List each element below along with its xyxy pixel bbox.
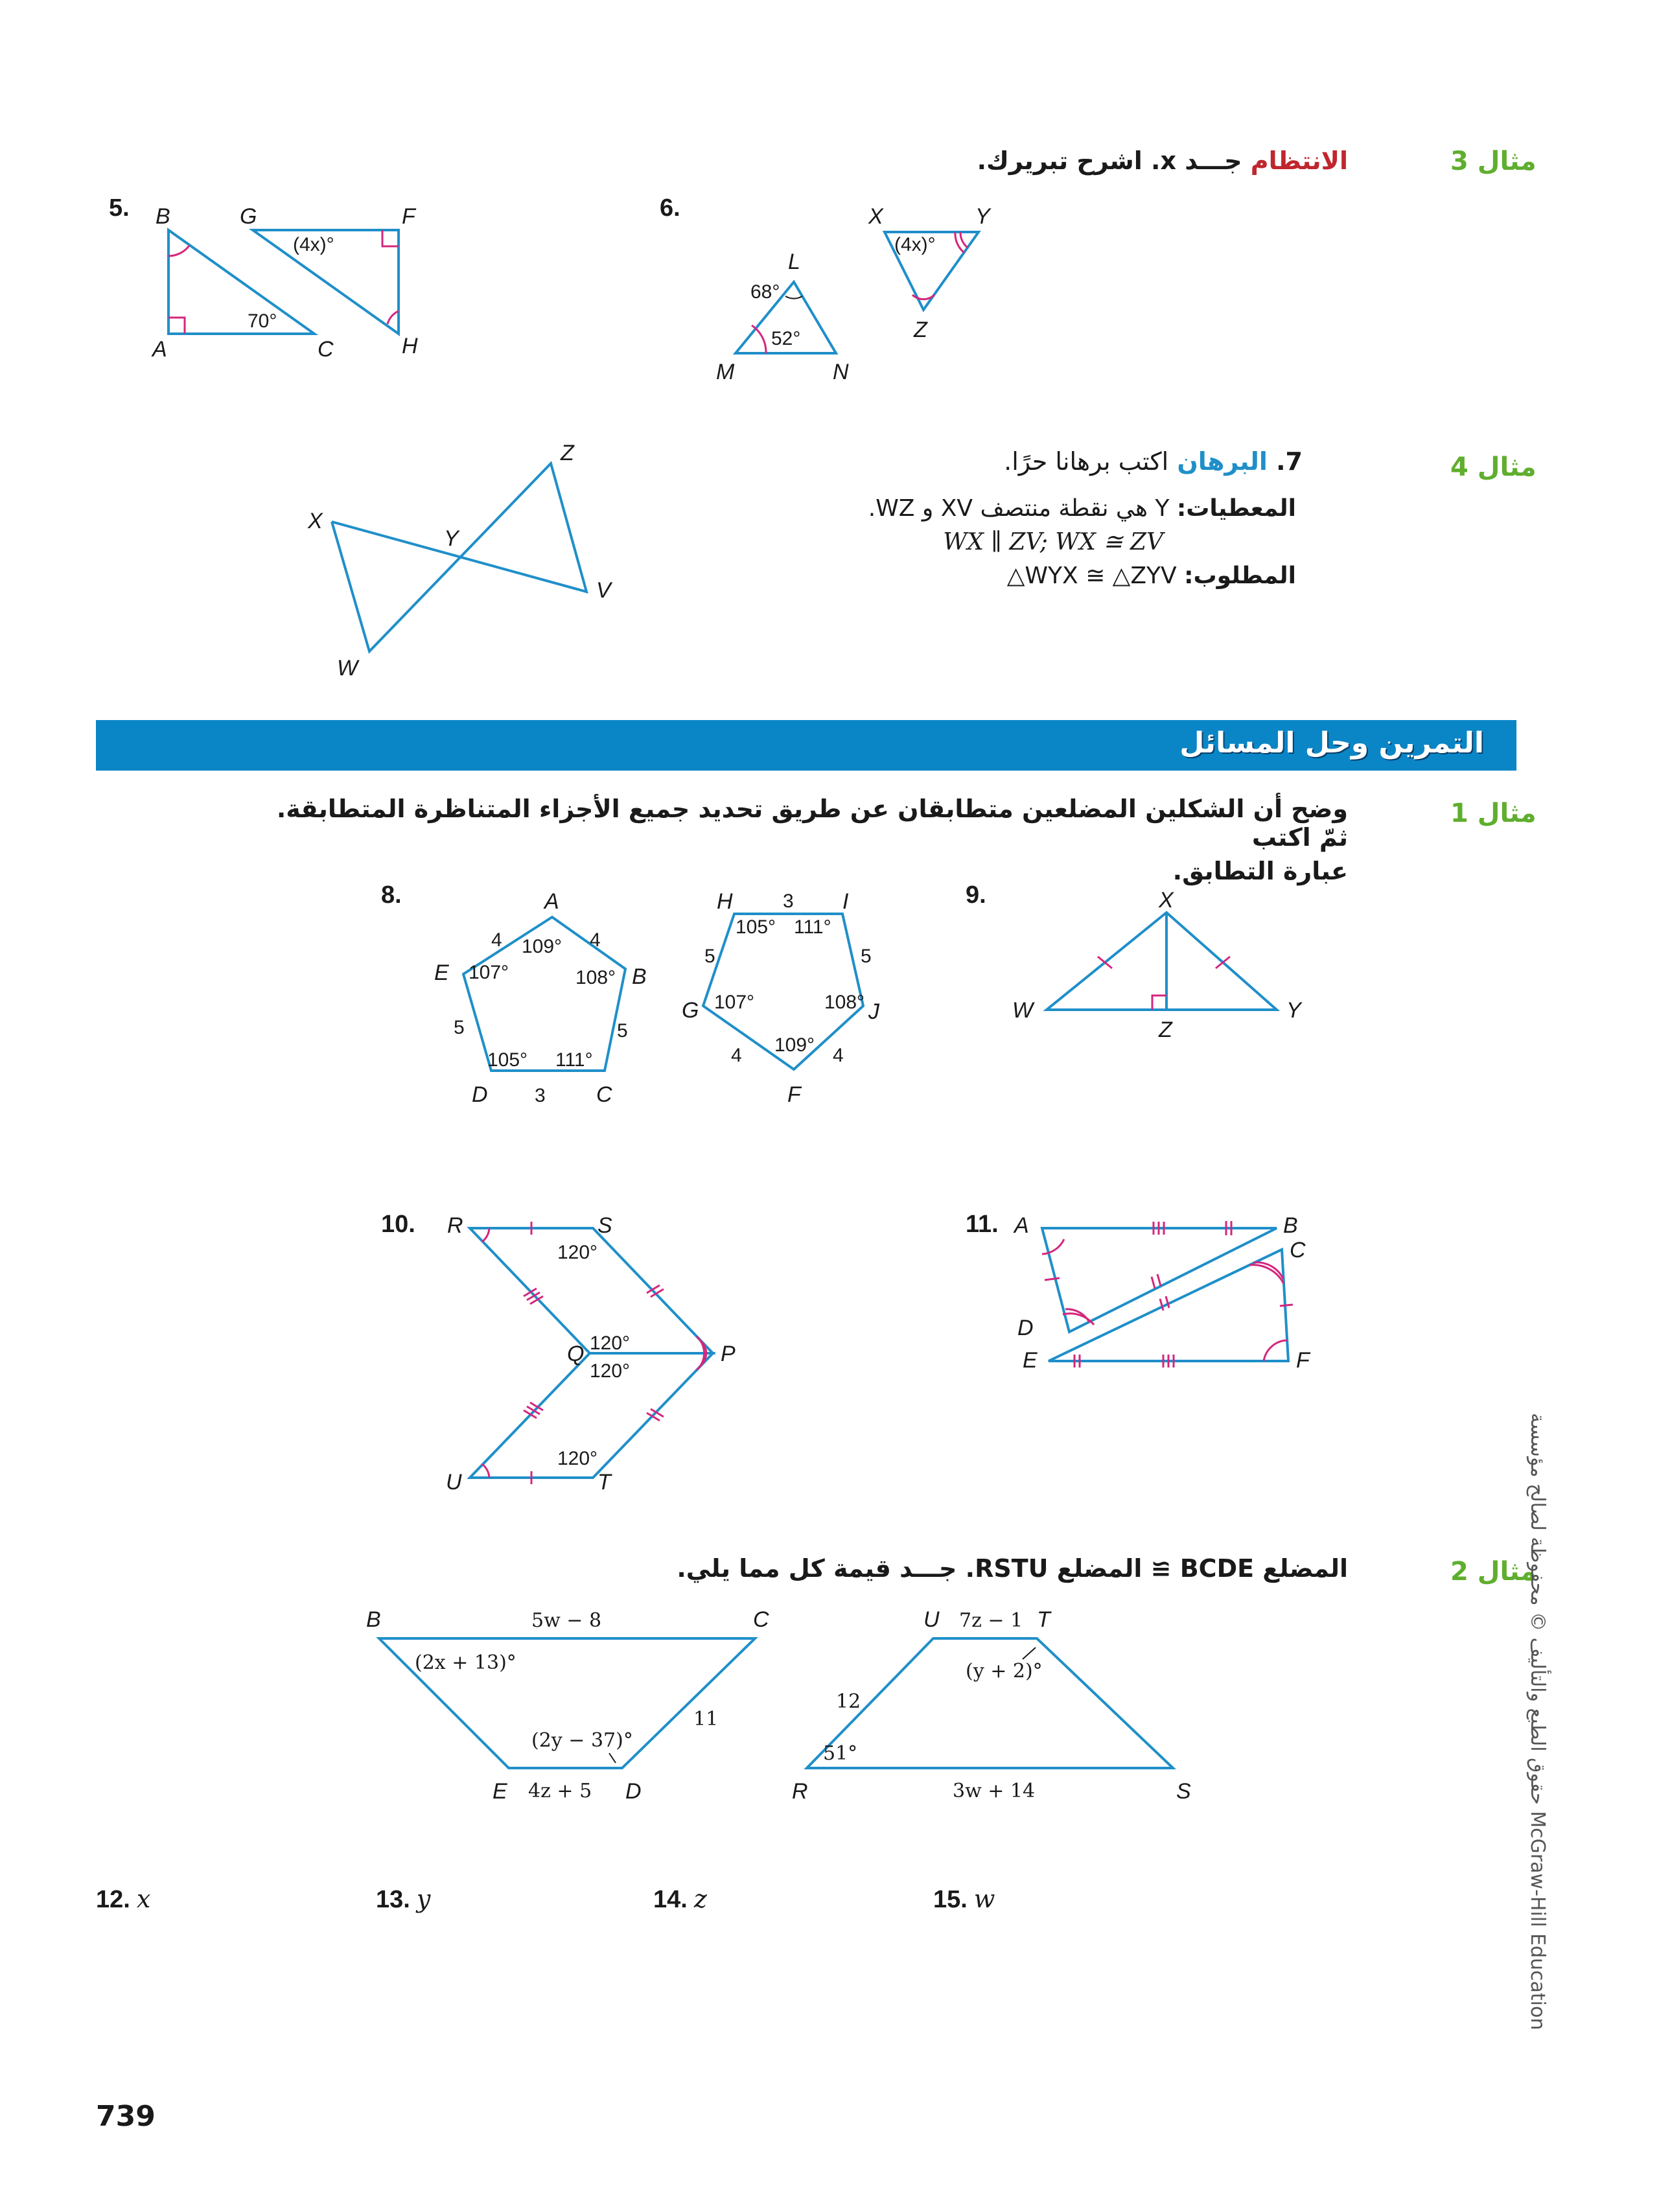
label-z: Z xyxy=(1159,1018,1172,1042)
label-e: E xyxy=(493,1779,507,1804)
side-dc: 3 xyxy=(535,1085,546,1106)
label-d: D xyxy=(472,1082,488,1107)
label-x: X xyxy=(308,509,323,533)
side-gh: 5 xyxy=(704,946,715,967)
label-b: B xyxy=(632,964,647,989)
example-3-tag: مثال 3 xyxy=(1450,146,1537,176)
label-y: Y xyxy=(444,526,459,551)
angle-g: 107° xyxy=(714,992,755,1013)
side-ab: 4 xyxy=(590,929,601,951)
angle-b: 108° xyxy=(575,967,616,988)
problem-9-figure xyxy=(992,881,1354,1050)
angle-j: 108° xyxy=(824,992,865,1013)
side-bc: 5 xyxy=(617,1020,628,1042)
label-e: E xyxy=(1023,1348,1038,1373)
label-s: S xyxy=(597,1213,612,1238)
label-r: R xyxy=(792,1779,808,1804)
angle-4x-label: (4x)° xyxy=(894,234,936,255)
question-13-variable: y xyxy=(416,1885,431,1913)
label-b: B xyxy=(156,204,170,229)
example-4-tag: مثال 4 xyxy=(1450,452,1537,482)
side-jf: 4 xyxy=(833,1045,844,1066)
regularity-keyword: الانتظام xyxy=(1250,146,1348,175)
label-h: H xyxy=(717,889,733,914)
label-l: L xyxy=(788,250,800,274)
label-t: T xyxy=(1037,1607,1050,1632)
problem-5-figure xyxy=(143,194,454,376)
label-g: G xyxy=(682,998,699,1023)
problem-11-figure xyxy=(1004,1205,1367,1400)
angle-c: 111° xyxy=(555,1049,593,1071)
angle-t: (y + 2)° xyxy=(966,1660,1043,1682)
side-ur: 12 xyxy=(836,1690,861,1713)
label-c: C xyxy=(753,1607,769,1632)
angle-70-label: 70° xyxy=(248,310,277,332)
question-14: 14. z xyxy=(653,1885,707,1913)
side-rs: 3w + 14 xyxy=(953,1780,1036,1802)
label-p: P xyxy=(721,1342,736,1366)
given-label: المعطيات: xyxy=(1176,495,1296,522)
angle-r: 51° xyxy=(823,1742,858,1765)
label-y: Y xyxy=(1286,998,1301,1023)
angle-b: (2x + 13)° xyxy=(415,1651,516,1674)
example-3-instruction xyxy=(977,146,1348,175)
example-1-tag: مثال 1 xyxy=(1450,798,1537,828)
label-u: U xyxy=(923,1607,940,1632)
page-number: 739 xyxy=(96,2100,156,2133)
angle-d: 105° xyxy=(487,1049,528,1071)
quadrilateral-bcde-figure xyxy=(350,1601,791,1815)
side-ut: 7z − 1 xyxy=(959,1609,1023,1632)
copyright-text: حقوق الطبع والتأليف © محفوظة لصالح مؤسسة McGraw-Hill Education xyxy=(1526,1413,1549,2031)
angle-e: 107° xyxy=(469,962,509,983)
label-g: G xyxy=(240,204,257,229)
label-y: Y xyxy=(975,204,990,229)
label-r: R xyxy=(447,1213,463,1238)
angle-52-label: 52° xyxy=(771,328,801,349)
question-15: 15. w xyxy=(933,1885,995,1913)
label-a: A xyxy=(152,337,167,362)
proof-keyword: البرهان xyxy=(1177,447,1268,476)
problem-7-figure xyxy=(292,434,642,681)
problem-8-figure xyxy=(415,881,946,1115)
label-c: C xyxy=(318,337,334,362)
example-1-instruction xyxy=(246,795,1348,885)
label-b: B xyxy=(1283,1213,1298,1238)
label-x: X xyxy=(868,204,883,229)
angle-q-top: 120° xyxy=(590,1333,631,1354)
label-d: D xyxy=(625,1779,642,1804)
question-12-variable: x xyxy=(136,1885,151,1913)
section-title: التمرين وحل المسائل xyxy=(1179,727,1484,760)
angle-i: 111° xyxy=(794,916,831,938)
label-z: Z xyxy=(914,318,927,342)
question-15-variable: w xyxy=(973,1885,995,1913)
label-f: F xyxy=(402,204,415,229)
label-c: C xyxy=(596,1082,612,1107)
angle-a: 109° xyxy=(522,936,563,957)
label-i: I xyxy=(842,889,849,914)
problem-10-figure xyxy=(434,1205,771,1491)
problem-6-number: 6. xyxy=(660,194,680,222)
label-m: M xyxy=(716,360,735,384)
angle-d: (2y − 37)° xyxy=(531,1729,633,1752)
prove-label: المطلوب: xyxy=(1184,563,1296,589)
example-2-tag: مثال 2 xyxy=(1450,1557,1537,1587)
angle-t: 120° xyxy=(557,1448,598,1469)
label-x: X xyxy=(1159,888,1174,913)
prove-text: △WYX ≅ △ZYV xyxy=(1006,563,1177,589)
given-text-1: Y هي نقطة منتصف XV و WZ. xyxy=(868,495,1170,522)
side-ea: 4 xyxy=(491,929,502,951)
label-z: Z xyxy=(561,441,574,465)
label-q: Q xyxy=(567,1342,585,1366)
example-1-text-line-1: وضح أن الشكلين المضلعين متطابقان عن طريق تحديد جميع الأجزاء المتناظرة المتطابقة. ثمّ اكتب xyxy=(276,795,1348,852)
given-line-1 xyxy=(868,495,1296,522)
problem-5-number: 5. xyxy=(109,194,130,222)
given-text-2: WX ∥ ZV; WX ≅ ZV xyxy=(943,529,1163,555)
label-a: A xyxy=(544,889,559,914)
angle-h: 105° xyxy=(736,916,776,938)
question-13: 13. y xyxy=(376,1885,431,1913)
side-bc: 5w − 8 xyxy=(531,1609,602,1632)
example-1-text-line-2: عبارة التطابق. xyxy=(1172,857,1348,885)
label-j: J xyxy=(868,999,879,1024)
angle-4x-label: (4x)° xyxy=(293,234,334,255)
label-e: E xyxy=(434,960,449,985)
question-12: 12. x xyxy=(96,1885,151,1913)
label-n: N xyxy=(833,360,849,384)
side-ij: 5 xyxy=(861,946,872,967)
label-c: C xyxy=(1290,1238,1306,1263)
label-h: H xyxy=(402,334,418,358)
label-f: F xyxy=(787,1082,801,1107)
side-ed: 5 xyxy=(454,1017,465,1038)
problem-10-number: 10. xyxy=(381,1211,415,1238)
problem-11-number: 11. xyxy=(966,1211,999,1238)
copyright-sidebar xyxy=(1526,1413,1572,2074)
example-2-instruction: المضلع BCDE ≅ المضلع RSTU. جـــد قيمة كل مما يلي. xyxy=(677,1554,1348,1583)
label-v: V xyxy=(596,578,611,603)
label-a: A xyxy=(1014,1213,1029,1238)
side-cd: 11 xyxy=(693,1708,719,1730)
side-hi: 3 xyxy=(783,891,794,912)
label-f: F xyxy=(1296,1348,1310,1373)
given-line-2 xyxy=(943,529,1163,555)
label-u: U xyxy=(446,1470,462,1491)
section-header-band xyxy=(96,720,1516,771)
label-w: W xyxy=(337,656,358,681)
example-4-text: اكتب برهانا حرًا. xyxy=(1004,447,1169,476)
question-14-variable: z xyxy=(693,1885,707,1913)
example-3-text: جـــد x. اشرح تبريرك. xyxy=(977,146,1242,175)
problem-7-number: 7. xyxy=(1276,447,1303,476)
label-b: B xyxy=(366,1607,381,1632)
label-w: W xyxy=(1012,998,1034,1023)
angle-q-bottom: 120° xyxy=(590,1360,631,1382)
quadrilateral-rstu-figure xyxy=(778,1601,1244,1815)
example-4-instruction xyxy=(1004,447,1303,476)
problem-9-number: 9. xyxy=(966,881,986,909)
label-t: T xyxy=(597,1470,611,1491)
angle-68-label: 68° xyxy=(750,281,780,303)
side-gf: 4 xyxy=(731,1045,742,1066)
label-d: D xyxy=(1017,1316,1034,1340)
prove-line xyxy=(1007,563,1296,589)
problem-8-number: 8. xyxy=(381,881,402,909)
angle-f: 109° xyxy=(774,1034,815,1056)
label-s: S xyxy=(1176,1779,1191,1804)
problem-6-figure xyxy=(706,194,1017,395)
side-ed: 4z + 5 xyxy=(528,1780,592,1802)
angle-s: 120° xyxy=(557,1242,598,1263)
